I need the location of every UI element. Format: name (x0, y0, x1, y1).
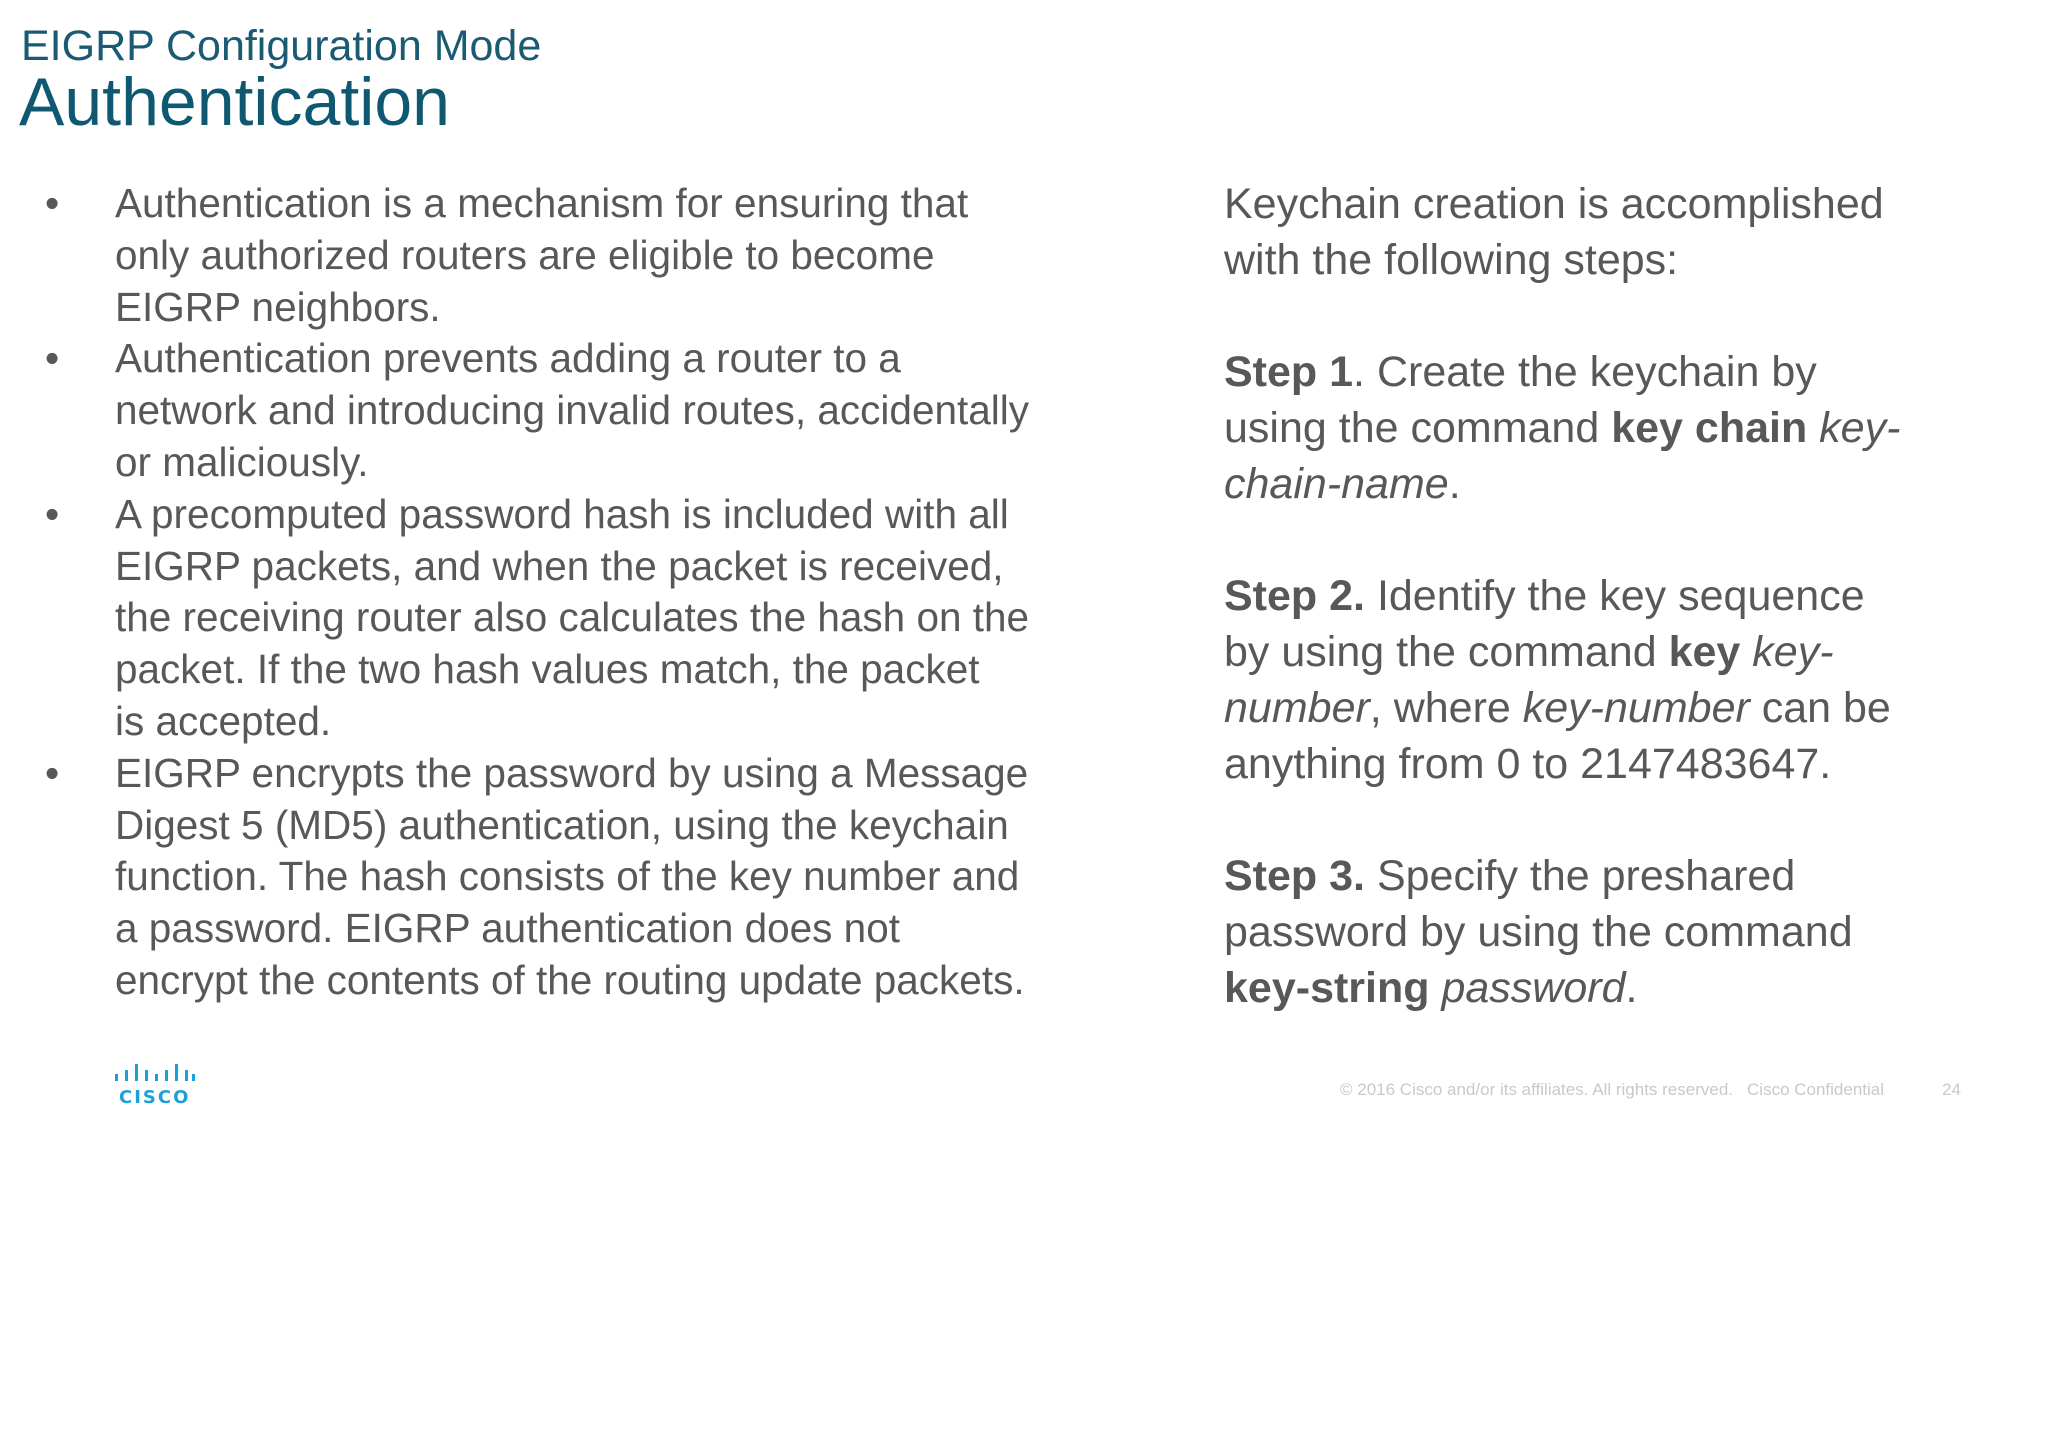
bullet-line: Digest 5 (MD5) authentication, using the keychain (115, 801, 1009, 848)
step-3-text: Specify the preshared (1365, 852, 1796, 900)
bullet-line: Authentication prevents adding a router to a (115, 335, 901, 382)
bullet-item (40, 333, 1150, 488)
slide-subtitle: EIGRP Configuration Mode (21, 22, 542, 70)
bullet-line: a password. EIGRP authentication does not (115, 905, 900, 952)
intro-line: Keychain creation is accomplished (1224, 180, 1884, 228)
keychain-intro (1224, 176, 1984, 288)
step-3: Step 3. Specify the preshared password by using the command key-string password. (1224, 848, 1984, 1016)
confidential-text: Cisco Confidential (1747, 1080, 1885, 1099)
bullet-line: or maliciously. (115, 438, 369, 485)
cisco-bars-icon (113, 1062, 195, 1086)
slide-title: Authentication (19, 64, 450, 140)
step-2-argument: number (1224, 684, 1370, 732)
step-1-text: . Create the keychain by (1353, 348, 1817, 396)
bullet-line: EIGRP packets, and when the packet is received, (115, 542, 1004, 589)
bullet-item (40, 489, 1150, 748)
step-1-label: Step 1 (1224, 348, 1354, 396)
step-2: Step 2. Identify the key sequence by using the command key key- number, where key-number can be anything from 0 to 2147483647. (1224, 568, 1984, 792)
step-1: Step 1. Create the keychain by using the command key chain key- chain-name. (1224, 348, 1901, 508)
copyright-text: © 2016 Cisco and/or its affiliates. All rights reserved. (1340, 1080, 1734, 1099)
step-1-text: using the command (1224, 404, 1612, 452)
step-1-argument: chain-name (1224, 460, 1449, 508)
step-2-text: Identify the key sequence (1365, 572, 1865, 620)
step-3-argument: password (1441, 964, 1626, 1012)
cisco-logo (113, 1062, 195, 1108)
page-number: 24 (1942, 1080, 1961, 1099)
bullet-marker: • (45, 335, 60, 382)
bullet-list (40, 178, 1150, 1007)
step-2-text: by using the command (1224, 628, 1669, 676)
step-2-argument: key-number (1522, 684, 1750, 732)
bullet-marker: • (45, 180, 60, 226)
bullet-marker: • (45, 749, 60, 796)
bullet-line: only authorized routers are eligible to become (115, 231, 935, 278)
bullet-line: is accepted. (115, 697, 332, 744)
keychain-steps (1224, 176, 1984, 1072)
bullet-line: A precomputed password hash is included with all (115, 490, 1009, 537)
bullet-item (40, 748, 1150, 1007)
step-2-label: Step 2. (1224, 572, 1365, 620)
step-3-command: key-string (1224, 964, 1430, 1012)
bullet-line: the receiving router also calculates the hash on the (115, 594, 1030, 641)
step-1-command: key chain (1611, 404, 1808, 452)
bullet-line: function. The hash consists of the key number and (115, 853, 1020, 900)
bullet-line: encrypt the contents of the routing update packets. (115, 956, 1025, 1003)
bullet-line: EIGRP encrypts the password by using a Message (115, 749, 1029, 796)
bullet-line: packet. If the two hash values match, the packet (115, 646, 980, 693)
step-2-argument: key- (1752, 628, 1834, 676)
bullet-item (40, 178, 1150, 333)
step-3-label: Step 3. (1224, 852, 1365, 900)
footer-copyright (1340, 1080, 1884, 1100)
bullet-line: EIGRP neighbors. (115, 283, 441, 330)
bullet-line: network and introducing invalid routes, accidentally (115, 387, 1030, 434)
cisco-wordmark: CISCO (119, 1087, 191, 1108)
step-1-argument: key- (1819, 404, 1901, 452)
intro-line: with the following steps: (1224, 236, 1679, 284)
step-2-command: key (1668, 628, 1741, 676)
step-3-text: password by using the command (1224, 908, 1853, 956)
bullet-line: Authentication is a mechanism for ensuring that (115, 180, 969, 226)
step-2-text: anything from 0 to 2147483647. (1224, 740, 1832, 788)
bullet-marker: • (45, 490, 60, 537)
